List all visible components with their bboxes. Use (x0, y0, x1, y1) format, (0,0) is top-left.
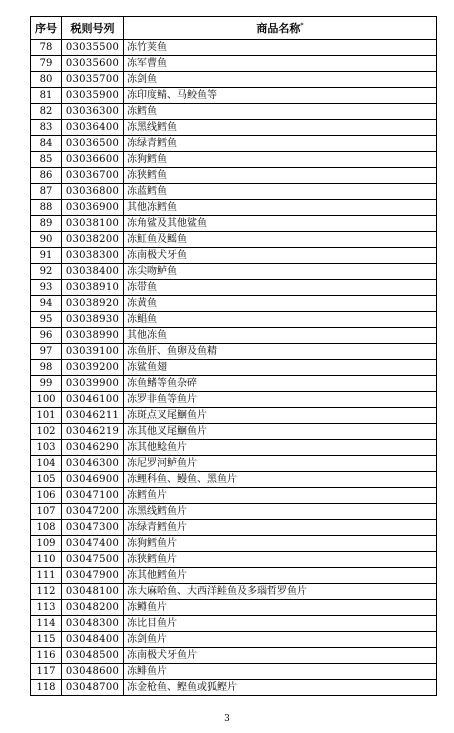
table-row (31, 120, 437, 136)
row-code: 03046290 (62, 440, 124, 456)
row-seq: 112 (31, 584, 62, 600)
row-seq: 118 (31, 680, 62, 696)
row-seq: 92 (31, 264, 62, 280)
row-name: 冻大麻哈鱼、大西洋鲑鱼及多瑙哲罗鱼片 (124, 584, 437, 600)
table-row (31, 408, 437, 424)
row-code: 03036800 (62, 184, 124, 200)
table-row (31, 264, 437, 280)
header-row (31, 17, 437, 40)
row-name: 冻鲨鱼翅 (124, 360, 437, 376)
row-seq: 115 (31, 632, 62, 648)
row-seq: 94 (31, 296, 62, 312)
row-seq: 111 (31, 568, 62, 584)
row-name: 冻南极犬牙鱼片 (124, 648, 437, 664)
row-seq: 109 (31, 536, 62, 552)
row-seq: 91 (31, 248, 62, 264)
row-code: 03038930 (62, 312, 124, 328)
table-row (31, 296, 437, 312)
row-name: 冻鱼鳍等鱼杂碎 (124, 376, 437, 392)
table-row (31, 248, 437, 264)
row-name: 冻斑点叉尾鮰鱼片 (124, 408, 437, 424)
row-name: 冻魟鱼及鳐鱼 (124, 232, 437, 248)
table-row (31, 440, 437, 456)
table-row (31, 168, 437, 184)
row-name: 其他冻鳕鱼 (124, 200, 437, 216)
row-code: 03036600 (62, 152, 124, 168)
row-name: 冻军曹鱼 (124, 56, 437, 72)
row-name: 冻印度鲭、马鲛鱼等 (124, 88, 437, 104)
row-code: 03046300 (62, 456, 124, 472)
row-seq: 81 (31, 88, 62, 104)
row-code: 03036400 (62, 120, 124, 136)
table-row (31, 520, 437, 536)
row-name: 冻狭鳕鱼 (124, 168, 437, 184)
row-code: 03047500 (62, 552, 124, 568)
table-row (31, 360, 437, 376)
table-row (31, 184, 437, 200)
row-code: 03038300 (62, 248, 124, 264)
table-row (31, 88, 437, 104)
row-seq: 103 (31, 440, 62, 456)
row-code: 03048200 (62, 600, 124, 616)
row-code: 03048600 (62, 664, 124, 680)
row-seq: 107 (31, 504, 62, 520)
row-name: 冻其他鲶鱼片 (124, 440, 437, 456)
row-name: 冻黑线鳕鱼片 (124, 504, 437, 520)
row-code: 03035600 (62, 56, 124, 72)
header-seq: 序号 (31, 17, 62, 40)
row-seq: 93 (31, 280, 62, 296)
table-row (31, 280, 437, 296)
row-code: 03038400 (62, 264, 124, 280)
row-name: 冻南极犬牙鱼 (124, 248, 437, 264)
row-seq: 98 (31, 360, 62, 376)
row-code: 03036900 (62, 200, 124, 216)
row-name: 冻竹荚鱼 (124, 40, 437, 56)
row-name: 冻鲤科鱼、鳗鱼、黑鱼片 (124, 472, 437, 488)
row-name: 冻黑线鳕鱼 (124, 120, 437, 136)
row-seq: 83 (31, 120, 62, 136)
row-code: 03039200 (62, 360, 124, 376)
table-row (31, 488, 437, 504)
row-code: 03047100 (62, 488, 124, 504)
table-row (31, 376, 437, 392)
table-row (31, 568, 437, 584)
row-code: 03038100 (62, 216, 124, 232)
row-code: 03038920 (62, 296, 124, 312)
table-header (31, 17, 437, 40)
row-seq: 82 (31, 104, 62, 120)
table-body (31, 40, 437, 696)
row-seq: 97 (31, 344, 62, 360)
table-row (31, 136, 437, 152)
row-name: 冻鲳鱼 (124, 312, 437, 328)
table-row (31, 456, 437, 472)
table-row (31, 552, 437, 568)
row-seq: 78 (31, 40, 62, 56)
row-name: 冻尼罗河鲈鱼片 (124, 456, 437, 472)
row-seq: 89 (31, 216, 62, 232)
table-row (31, 56, 437, 72)
row-name: 冻鳟鱼片 (124, 600, 437, 616)
row-name: 冻尖吻鲈鱼 (124, 264, 437, 280)
table-row (31, 600, 437, 616)
row-seq: 113 (31, 600, 62, 616)
row-seq: 117 (31, 664, 62, 680)
row-code: 03046900 (62, 472, 124, 488)
row-name: 冻剑鱼 (124, 72, 437, 88)
row-seq: 79 (31, 56, 62, 72)
row-seq: 80 (31, 72, 62, 88)
row-code: 03047400 (62, 536, 124, 552)
row-seq: 95 (31, 312, 62, 328)
row-name: 冻鳕鱼 (124, 104, 437, 120)
table-row (31, 584, 437, 600)
table-row (31, 216, 437, 232)
row-code: 03036300 (62, 104, 124, 120)
table-row (31, 312, 437, 328)
row-name: 冻其他鳕鱼片 (124, 568, 437, 584)
row-name: 冻角鲨及其他鲨鱼 (124, 216, 437, 232)
row-seq: 104 (31, 456, 62, 472)
row-name: 冻剑鱼片 (124, 632, 437, 648)
row-seq: 84 (31, 136, 62, 152)
row-name: 冻蓝鳕鱼 (124, 184, 437, 200)
row-code: 03046211 (62, 408, 124, 424)
table-row (31, 664, 437, 680)
row-name: 冻金枪鱼、鲣鱼或狐鲣片 (124, 680, 437, 696)
row-code: 03048300 (62, 616, 124, 632)
row-name: 冻狗鳕鱼 (124, 152, 437, 168)
row-code: 03047200 (62, 504, 124, 520)
row-code: 03048500 (62, 648, 124, 664)
row-code: 03048100 (62, 584, 124, 600)
row-name: 冻鱼肝、鱼卵及鱼精 (124, 344, 437, 360)
row-name: 冻狭鳕鱼片 (124, 552, 437, 568)
table-row (31, 104, 437, 120)
row-code: 03048700 (62, 680, 124, 696)
row-seq: 96 (31, 328, 62, 344)
row-name: 其他冻鱼 (124, 328, 437, 344)
row-seq: 101 (31, 408, 62, 424)
table-row (31, 40, 437, 56)
page-number: 3 (224, 714, 230, 724)
row-seq: 110 (31, 552, 62, 568)
row-seq: 106 (31, 488, 62, 504)
row-code: 03038990 (62, 328, 124, 344)
table-row (31, 392, 437, 408)
table-row (31, 72, 437, 88)
row-name: 冻黄鱼 (124, 296, 437, 312)
table-row (31, 504, 437, 520)
header-name (124, 17, 437, 40)
row-name: 冻狗鳕鱼片 (124, 536, 437, 552)
row-name: 冻绿青鳕鱼 (124, 136, 437, 152)
row-seq: 85 (31, 152, 62, 168)
row-code: 03036700 (62, 168, 124, 184)
row-name: 冻带鱼 (124, 280, 437, 296)
table-row (31, 344, 437, 360)
row-code: 03035500 (62, 40, 124, 56)
row-name: 冻其他叉尾鮰鱼片 (124, 424, 437, 440)
row-code: 03038200 (62, 232, 124, 248)
row-code: 03046100 (62, 392, 124, 408)
table-row (31, 328, 437, 344)
header-name-mark: * (300, 22, 304, 30)
row-seq: 86 (31, 168, 62, 184)
row-code: 03035700 (62, 72, 124, 88)
row-name: 冻鲱鱼片 (124, 664, 437, 680)
row-code: 03048400 (62, 632, 124, 648)
row-code: 03035900 (62, 88, 124, 104)
header-name-text: 商品名称 (256, 22, 301, 35)
tariff-table (30, 16, 437, 696)
row-seq: 108 (31, 520, 62, 536)
table-row (31, 632, 437, 648)
row-seq: 99 (31, 376, 62, 392)
row-seq: 116 (31, 648, 62, 664)
row-code: 03036500 (62, 136, 124, 152)
table-row (31, 424, 437, 440)
table-row (31, 536, 437, 552)
header-code: 税则号列 (62, 17, 124, 40)
table-row (31, 152, 437, 168)
row-code: 03046219 (62, 424, 124, 440)
table-row (31, 680, 437, 696)
row-code: 03047300 (62, 520, 124, 536)
table-row (31, 648, 437, 664)
row-code: 03039100 (62, 344, 124, 360)
row-seq: 87 (31, 184, 62, 200)
row-seq: 105 (31, 472, 62, 488)
row-code: 03039900 (62, 376, 124, 392)
row-seq: 114 (31, 616, 62, 632)
row-seq: 102 (31, 424, 62, 440)
row-name: 冻绿青鳕鱼片 (124, 520, 437, 536)
row-name: 冻鳕鱼片 (124, 488, 437, 504)
row-seq: 88 (31, 200, 62, 216)
row-code: 03038910 (62, 280, 124, 296)
row-seq: 100 (31, 392, 62, 408)
row-code: 03047900 (62, 568, 124, 584)
row-name: 冻罗非鱼等鱼片 (124, 392, 437, 408)
row-seq: 90 (31, 232, 62, 248)
table-row (31, 200, 437, 216)
table-row (31, 472, 437, 488)
table-row (31, 232, 437, 248)
table-row (31, 616, 437, 632)
row-name: 冻比目鱼片 (124, 616, 437, 632)
